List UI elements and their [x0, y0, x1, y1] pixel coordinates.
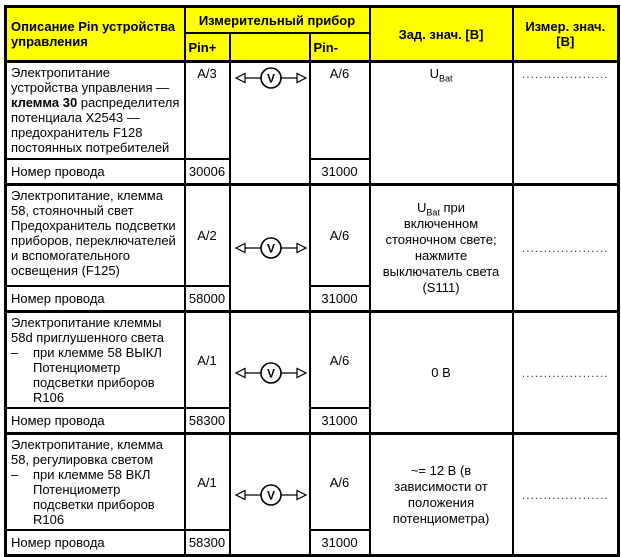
arrow-right-icon — [297, 490, 306, 499]
measured-value-cell — [513, 185, 619, 312]
arrow-left-icon — [236, 368, 245, 377]
measurement-group-3 — [6, 312, 619, 434]
target-value-subscript: Bat — [426, 207, 440, 218]
voltmeter-icon — [232, 483, 310, 507]
wire-number-plus: 58300 — [185, 408, 230, 434]
voltmeter-cell — [230, 185, 310, 312]
target-value-cell — [370, 185, 513, 312]
dash-bullet: – — [11, 467, 19, 482]
wire-number-plus: 58000 — [185, 286, 230, 312]
target-value-text: U — [416, 200, 427, 215]
target-value-text: при включенном стояночном свете; нажмите выключатель света (S111) — [382, 200, 500, 295]
arrow-left-icon — [236, 74, 245, 83]
measured-value-dotted-line: .................... — [521, 241, 609, 255]
wire-number-minus: 31000 — [310, 408, 370, 434]
target-value-cell — [370, 312, 513, 434]
description-cell — [6, 434, 185, 531]
arrow-left-icon — [236, 490, 245, 499]
arrow-right-icon — [297, 74, 306, 83]
pin-plus-value: A/2 — [185, 185, 230, 287]
voltmeter-cell — [230, 62, 310, 185]
description-text: Электропитание, клемма 58, регулировка светом — [11, 437, 163, 467]
description-text: распределителя потенциала X2543 — предохранитель F128 постоянных потребителей — [11, 95, 180, 155]
pin-plus-value: A/1 — [185, 312, 230, 409]
table-header — [6, 7, 619, 62]
measured-value-cell — [513, 62, 619, 185]
arrow-right-icon — [297, 244, 306, 253]
description-text: Электропитание, клемма 58, стояночный свет — [11, 188, 163, 218]
wire-number-minus: 31000 — [310, 286, 370, 312]
header-pin-plus: Pin+ — [185, 33, 230, 62]
wire-number-label: Номер провода — [6, 159, 185, 185]
wire-number-minus: 31000 — [310, 530, 370, 556]
description-text: Потенциометр подсветки приборов R106 — [33, 482, 155, 527]
description-text: Предохранитель подсветки приборов, переключателей и вспомогательного освещения (F125) — [11, 218, 176, 278]
voltmeter-icon — [232, 236, 310, 260]
wire-number-minus: 31000 — [310, 159, 370, 185]
header-measured-value: Измер. знач. [В] — [513, 7, 619, 62]
pin-minus-value: A/6 — [310, 62, 370, 160]
measurement-group-4 — [6, 434, 619, 556]
wire-number-label: Номер провода — [6, 286, 185, 312]
arrow-right-icon — [297, 368, 306, 377]
target-value-text: 0 В — [431, 364, 451, 380]
target-value-subscript: Bat — [438, 73, 453, 84]
pin-minus-value: A/6 — [310, 312, 370, 409]
header-instrument: Измерительный прибор — [185, 7, 370, 34]
description-text: Потенциометр подсветки приборов R106 — [33, 360, 155, 405]
target-value-text: ~= 12 В (в зависимости от положения потенциометра) — [392, 462, 490, 526]
svg-text:V: V — [266, 241, 275, 256]
wire-number-label: Номер провода — [6, 408, 185, 434]
voltmeter-cell — [230, 312, 310, 434]
svg-text:V: V — [266, 366, 275, 380]
description-list-item — [11, 467, 180, 527]
arrow-left-icon — [236, 244, 245, 253]
description-text: при клемме 58 ВКЛ — [33, 467, 151, 482]
target-value-text: U — [429, 66, 439, 81]
target-value-cell — [370, 434, 513, 556]
header-pin-minus: Pin- — [310, 33, 370, 62]
voltmeter-cell — [230, 434, 310, 556]
svg-text:V: V — [266, 488, 275, 502]
measurement-group-2 — [6, 185, 619, 312]
description-text: Электропитание устройства управления — — [11, 65, 170, 95]
measurement-group-1 — [6, 62, 619, 185]
header-target-value: Зад. знач. [В] — [370, 7, 513, 62]
header-instrument-spacer — [230, 33, 310, 62]
pin-plus-value: A/3 — [185, 62, 230, 160]
description-cell — [6, 185, 185, 287]
header-description: Описание Pin устройства управления — [6, 7, 185, 62]
pin-minus-value: A/6 — [310, 434, 370, 531]
measured-value-cell — [513, 434, 619, 556]
description-cell — [6, 312, 185, 409]
pin-measurement-table — [4, 5, 620, 557]
pin-minus-value: A/6 — [310, 185, 370, 287]
pin-plus-value: A/1 — [185, 434, 230, 531]
measured-value-dotted-line: .................... — [521, 67, 609, 81]
description-text: Электропитание клеммы 58d приглушенного света — [11, 315, 165, 345]
measured-value-dotted-line: .................... — [521, 365, 609, 380]
description-bold-text: клемма 30 — [11, 95, 78, 110]
description-cell — [6, 62, 185, 160]
measured-value-dotted-line: .................... — [521, 487, 609, 502]
dash-bullet: – — [11, 345, 19, 360]
description-text: при клемме 58 ВЫКЛ — [33, 345, 162, 360]
wire-number-plus: 58300 — [185, 530, 230, 556]
voltmeter-icon — [232, 66, 310, 90]
wire-number-label: Номер провода — [6, 530, 185, 556]
description-list-item — [11, 345, 180, 405]
voltmeter-icon — [232, 361, 310, 385]
wire-number-plus: 30006 — [185, 159, 230, 185]
svg-text:V: V — [266, 71, 275, 86]
measured-value-cell — [513, 312, 619, 434]
target-value-cell — [370, 62, 513, 185]
